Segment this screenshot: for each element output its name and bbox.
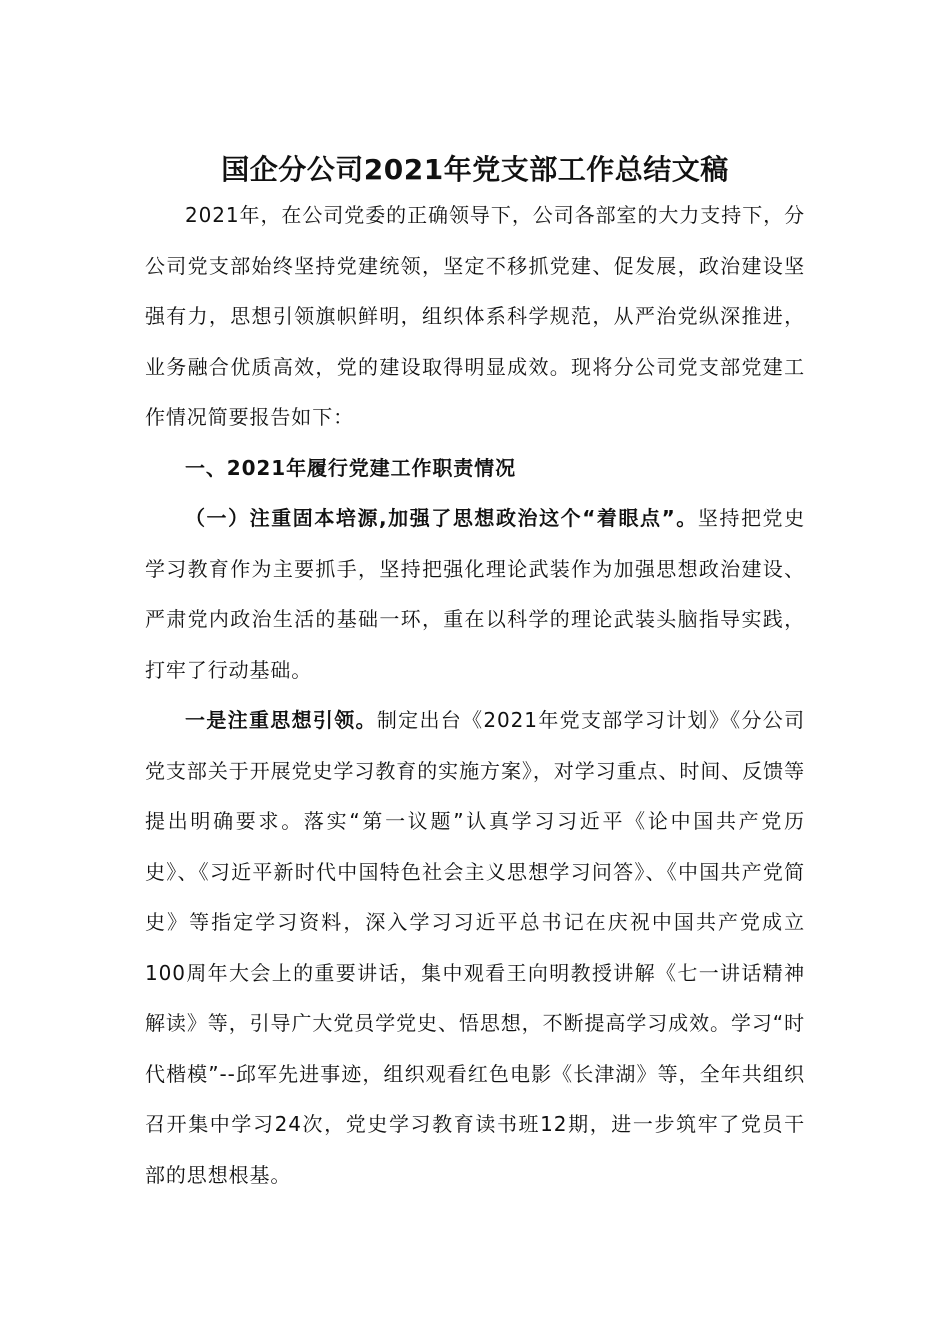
document-body <box>145 190 805 1200</box>
point-paragraph-1 <box>145 695 805 1200</box>
document-title: 国企分公司2021年党支部工作总结文稿 <box>221 153 729 186</box>
section-heading-1: 一、2021年履行党建工作职责情况 <box>185 455 516 480</box>
point-text-1: 制定出台《2021年党支部学习计划》《分公司党支部关于开展党史学习教育的实施方案》，对学习重点、时间、反馈等提出明确要求。落实“第一议题”认真学习习近平《论中国共产党历史》、《习近平新时代中国特色社会主义思想学习问答》、《中国共产党简史》等指定学习资料，深入学习习近平总书记在庆祝中国共产党成立100周年大会上的重要讲话，集中观看王向明教授讲解《七一讲话精神解读》等，引导广大党员学党史、悟思想，不断提高学习成效。学习“时代楷模”--邱军先进事迹，组织观看红色电影《长津湖》等，全年共组织召开集中学习24次，党史学习教育读书班12期，进一步筑牢了党员干部的思想根基。 <box>145 708 806 1187</box>
intro-paragraph: 2021年，在公司党委的正确领导下，公司各部室的大力支持下，分公司党支部始终坚持党建统领，坚定不移抓党建、促发展，政治建设坚强有力，思想引领旗帜鲜明，组织体系科学规范，从严治党纵深推进，业务融合优质高效，党的建设取得明显成效。现将分公司党支部党建工作情况简要报告如下： <box>145 203 805 429</box>
subsection-paragraph-1 <box>145 493 805 695</box>
point-lead-1: 一是注重思想引领。 <box>185 708 377 732</box>
subsection-lead-1: （一）注重固本培源,加强了思想政治这个“着眼点”。 <box>185 506 698 530</box>
subsection-text-1: 坚持把党史学习教育作为主要抓手，坚持把强化理论武装作为加强思想政治建设、严肃党内政治生活的基础一环，重在以科学的理论武装头脑指导实践，打牢了行动基础。 <box>145 506 806 682</box>
